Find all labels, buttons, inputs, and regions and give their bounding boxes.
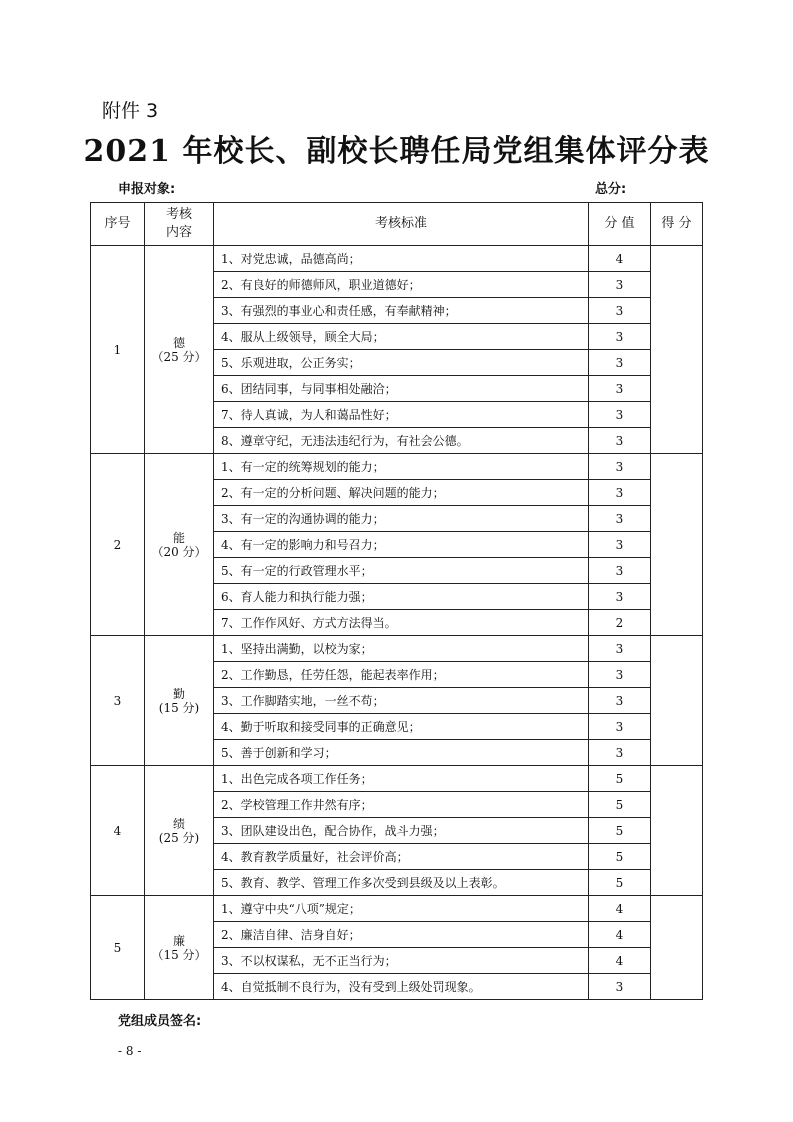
criterion-text: 2、有良好的师德师风，职业道德好；: [214, 272, 589, 298]
criterion-text: 6、育人能力和执行能力强；: [214, 584, 589, 610]
criterion-score: 3: [589, 662, 651, 688]
criterion-score: 3: [589, 558, 651, 584]
criterion-text: 5、乐观进取，公正务实；: [214, 350, 589, 376]
section-points: (15 分): [158, 700, 200, 715]
criterion-text: 1、坚持出满勤，以校为家；: [214, 636, 589, 662]
criterion-score: 3: [589, 402, 651, 428]
criterion-score: 4: [589, 948, 651, 974]
section-seq: 1: [91, 246, 145, 454]
table-row: [91, 896, 703, 922]
header-standard: 考核标准: [214, 203, 589, 246]
criterion-text: 5、有一定的行政管理水平；: [214, 558, 589, 584]
section-content: [145, 246, 214, 454]
criterion-text: 2、工作勤恳，任劳任怨，能起表率作用；: [214, 662, 589, 688]
criterion-text: 1、出色完成各项工作任务；: [214, 766, 589, 792]
criterion-text: 6、团结同事，与同事相处融洽；: [214, 376, 589, 402]
score-entry-cell[interactable]: [651, 896, 703, 1000]
criterion-text: 4、教育教学质量好，社会评价高；: [214, 844, 589, 870]
criterion-score: 5: [589, 844, 651, 870]
criterion-score: 3: [589, 740, 651, 766]
criterion-score: 3: [589, 532, 651, 558]
score-entry-cell[interactable]: [651, 246, 703, 454]
table-row: [91, 636, 703, 662]
criterion-score: 5: [589, 818, 651, 844]
section-content: [145, 766, 214, 896]
criterion-score: 4: [589, 922, 651, 948]
section-name: 德: [172, 335, 185, 350]
section-name: 绩: [172, 816, 185, 831]
criterion-score: 3: [589, 584, 651, 610]
criterion-text: 7、工作作风好、方式方法得当。: [214, 610, 589, 636]
header-content-line2: 内容: [165, 225, 192, 240]
header-got: 得 分: [651, 203, 703, 246]
section-points: (25 分): [158, 830, 200, 845]
criterion-text: 5、善于创新和学习；: [214, 740, 589, 766]
criterion-text: 3、有一定的沟通协调的能力；: [214, 506, 589, 532]
section-content: [145, 636, 214, 766]
criterion-text: 3、工作脚踏实地，一丝不苟；: [214, 688, 589, 714]
section-name: 勤: [172, 686, 185, 701]
criterion-score: 3: [589, 688, 651, 714]
section-points: （25 分）: [151, 349, 207, 364]
criterion-text: 1、对党忠诚，品德高尚；: [214, 246, 589, 272]
score-entry-cell[interactable]: [651, 454, 703, 636]
section-seq: 3: [91, 636, 145, 766]
score-table: [90, 202, 703, 1000]
section-name: 能: [172, 530, 185, 545]
signature-label: 党组成员签名:: [118, 1014, 202, 1029]
criterion-text: 5、教育、教学、管理工作多次受到县级及以上表彰。: [214, 870, 589, 896]
criterion-text: 1、有一定的统筹规划的能力；: [214, 454, 589, 480]
criterion-score: 3: [589, 480, 651, 506]
criterion-text: 2、廉洁自律、洁身自好；: [214, 922, 589, 948]
criterion-text: 4、有一定的影响力和号召力；: [214, 532, 589, 558]
criterion-score: 4: [589, 896, 651, 922]
criterion-text: 1、遵守中央“八项”规定；: [214, 896, 589, 922]
criterion-score: 5: [589, 792, 651, 818]
score-entry-cell[interactable]: [651, 636, 703, 766]
criterion-text: 3、团队建设出色，配合协作，战斗力强；: [214, 818, 589, 844]
criterion-score: 5: [589, 870, 651, 896]
criterion-text: 8、遵章守纪，无违法违纪行为，有社会公德。: [214, 428, 589, 454]
section-content: [145, 896, 214, 1000]
criterion-score: 2: [589, 610, 651, 636]
criterion-score: 3: [589, 298, 651, 324]
criterion-score: 5: [589, 766, 651, 792]
criterion-score: 3: [589, 324, 651, 350]
table-row: [91, 246, 703, 272]
criterion-text: 4、服从上级领导，顾全大局；: [214, 324, 589, 350]
criterion-text: 7、待人真诚，为人和蔼品性好；: [214, 402, 589, 428]
criterion-text: 2、有一定的分析问题、解决问题的能力；: [214, 480, 589, 506]
criterion-score: 3: [589, 428, 651, 454]
criterion-score: 3: [589, 376, 651, 402]
criterion-score: 3: [589, 454, 651, 480]
table-row: [91, 454, 703, 480]
criterion-score: 3: [589, 506, 651, 532]
applicant-label: 申报对象:: [118, 182, 176, 197]
section-seq: 2: [91, 454, 145, 636]
section-content: [145, 454, 214, 636]
header-score: 分 值: [589, 203, 651, 246]
criterion-score: 3: [589, 974, 651, 1000]
criterion-text: 3、有强烈的事业心和责任感，有奉献精神；: [214, 298, 589, 324]
section-points: （20 分）: [151, 544, 207, 559]
table-row: [91, 766, 703, 792]
header-content: [145, 203, 214, 246]
header-seq: 序号: [91, 203, 145, 246]
page-number: - 8 -: [118, 1044, 142, 1058]
section-points: （15 分）: [151, 947, 207, 962]
page-title: 2021 年校长、副校长聘任局党组集体评分表: [83, 134, 710, 169]
total-score-label: 总分:: [595, 182, 627, 197]
criterion-text: 3、不以权谋私，无不正当行为；: [214, 948, 589, 974]
table-header-row: [91, 203, 703, 246]
header-content-line1: 考核: [165, 207, 192, 222]
criterion-score: 3: [589, 272, 651, 298]
section-seq: 4: [91, 766, 145, 896]
criterion-text: 2、学校管理工作井然有序；: [214, 792, 589, 818]
attachment-label: 附件 3: [102, 100, 159, 122]
criterion-text: 4、自觉抵制不良行为，没有受到上级处罚现象。: [214, 974, 589, 1000]
criterion-score: 3: [589, 636, 651, 662]
criterion-text: 4、勤于听取和接受同事的正确意见；: [214, 714, 589, 740]
criterion-score: 3: [589, 350, 651, 376]
score-entry-cell[interactable]: [651, 766, 703, 896]
section-seq: 5: [91, 896, 145, 1000]
section-name: 廉: [172, 933, 185, 948]
criterion-score: 4: [589, 246, 651, 272]
criterion-score: 3: [589, 714, 651, 740]
